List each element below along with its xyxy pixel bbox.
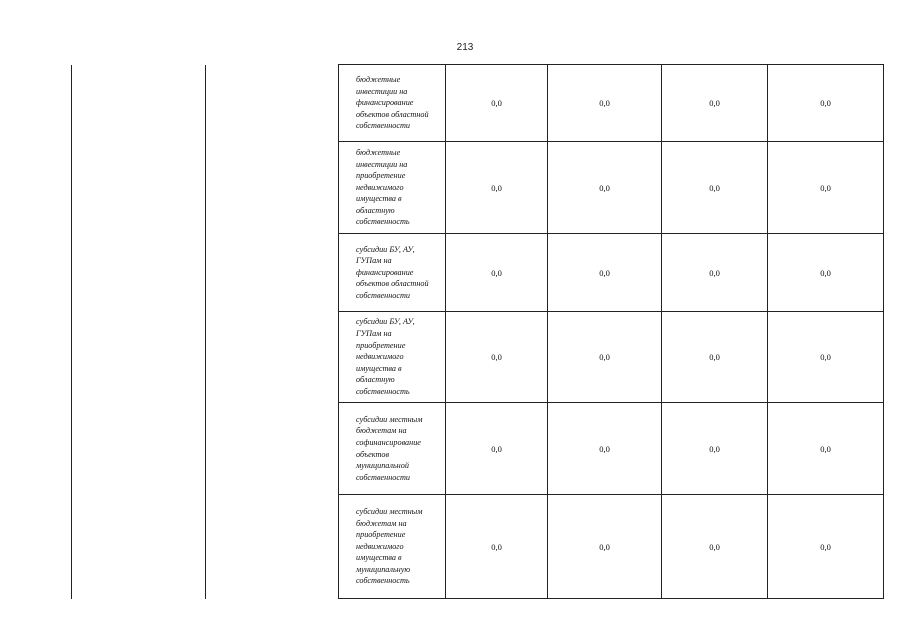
value-cell: 0,0 xyxy=(548,65,662,142)
value-cell: 0,0 xyxy=(768,403,884,495)
value-cell: 0,0 xyxy=(662,142,768,234)
table-row xyxy=(339,403,884,495)
table-row xyxy=(339,142,884,234)
value-cell: 0,0 xyxy=(768,142,884,234)
row-label: субсидии БУ, АУ, ГУПам на приобретение недвижимого имущества в областную собственность xyxy=(339,312,446,403)
value-cell: 0,0 xyxy=(446,403,548,495)
value-cell: 0,0 xyxy=(768,65,884,142)
value-cell: 0,0 xyxy=(768,312,884,403)
value-cell: 0,0 xyxy=(548,234,662,312)
left-column-border xyxy=(71,65,72,599)
value-cell: 0,0 xyxy=(446,142,548,234)
table-row xyxy=(339,495,884,599)
value-cell: 0,0 xyxy=(446,312,548,403)
value-cell: 0,0 xyxy=(446,65,548,142)
value-cell: 0,0 xyxy=(662,65,768,142)
value-cell: 0,0 xyxy=(446,234,548,312)
row-label: бюджетные инвестиции на приобретение недвижимого имущества в областную собственность xyxy=(339,142,446,234)
value-cell: 0,0 xyxy=(662,495,768,599)
value-cell: 0,0 xyxy=(662,312,768,403)
value-cell: 0,0 xyxy=(662,234,768,312)
value-cell: 0,0 xyxy=(768,234,884,312)
value-cell: 0,0 xyxy=(548,142,662,234)
row-label: субсидии местным бюджетам на приобретение недвижимого имущества в муниципальную собственность xyxy=(339,495,446,599)
value-cell: 0,0 xyxy=(662,403,768,495)
page-number: 213 xyxy=(456,42,474,53)
row-label: субсидии БУ, АУ, ГУПам на финансирование объектов областной собственности xyxy=(339,234,446,312)
value-cell: 0,0 xyxy=(548,403,662,495)
row-label: бюджетные инвестиции на финансирование объектов областной собственности xyxy=(339,65,446,142)
row-label: субсидии местным бюджетам на софинансирование объектов муниципальной собственности xyxy=(339,403,446,495)
value-cell: 0,0 xyxy=(768,495,884,599)
budget-table xyxy=(338,64,884,599)
value-cell: 0,0 xyxy=(548,495,662,599)
table-row xyxy=(339,65,884,142)
value-cell: 0,0 xyxy=(548,312,662,403)
second-column-border xyxy=(205,65,206,599)
table-row xyxy=(339,312,884,403)
table-row xyxy=(339,234,884,312)
value-cell: 0,0 xyxy=(446,495,548,599)
